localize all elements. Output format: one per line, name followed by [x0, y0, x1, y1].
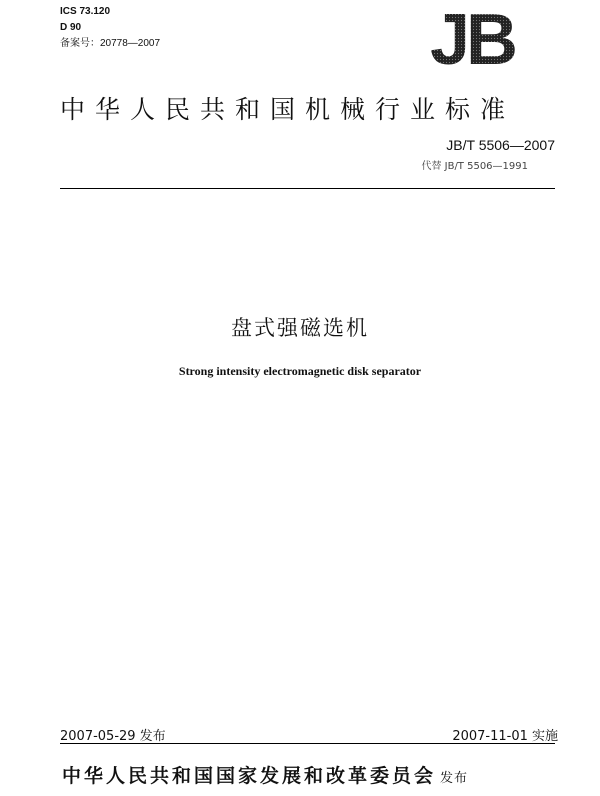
implement-date: 2007-11-01 实施 — [452, 729, 558, 744]
jb-logo-text: JB — [429, 4, 515, 70]
issuer — [62, 761, 468, 788]
footer-divider — [60, 743, 555, 744]
jb-logo — [412, 4, 532, 70]
header-divider — [60, 188, 555, 189]
issuer-name: 中华人民共和国国家发展和改革委员会 — [62, 765, 437, 787]
replaces-standard: 代替 JB/T 5506—1991 — [421, 161, 528, 172]
standard-number: JB/T 5506—2007 — [446, 137, 555, 153]
ics-code: ICS 73.120 — [60, 6, 111, 17]
issuer-suffix: 发布 — [440, 771, 469, 786]
ccs-code: D 90 — [60, 22, 82, 33]
publish-date: 2007-05-29 发布 — [60, 729, 166, 744]
record-number: 备案号：20778—2007 — [60, 38, 161, 49]
document-title-en: Strong intensity electromagnetic disk separator — [178, 364, 422, 378]
document-title-cn: 盘式强磁选机 — [231, 316, 369, 340]
standard-type-title: 中华人民共和国机械行业标准 — [60, 95, 516, 124]
